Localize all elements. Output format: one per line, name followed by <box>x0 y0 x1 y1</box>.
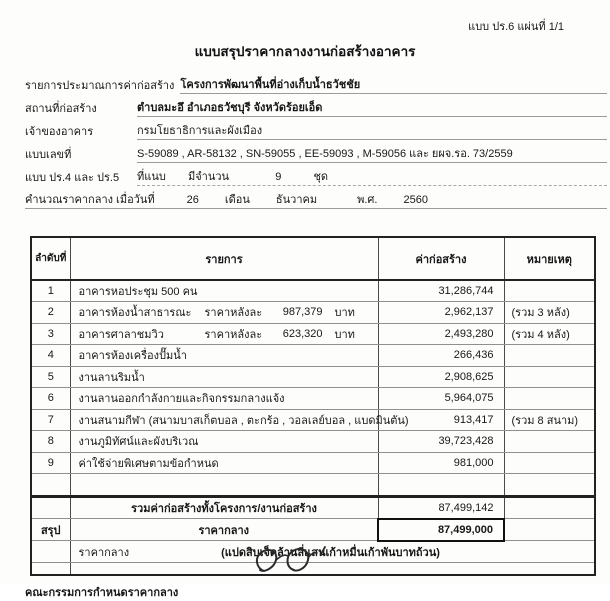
row-cost: 2,962,137 <box>378 302 504 324</box>
row-remark <box>504 431 595 453</box>
header-item: รายการ <box>70 237 378 280</box>
attachment-label: แบบ ปร.4 และ ปร.5 <box>25 172 120 184</box>
row-item: อาคารห้องเครื่องปั๊มน้ำ <box>78 350 187 363</box>
date-year: 2560 <box>403 194 428 206</box>
row-item: อาคารห้องน้ำสาธารณะ <box>78 307 192 320</box>
drawing-number-label: แบบเลขที่ <box>25 149 72 161</box>
location-label: สถานที่ก่อสร้าง <box>25 103 97 115</box>
row-remark <box>504 388 595 410</box>
row-remark: (รวม 8 สนาม) <box>504 409 595 431</box>
empty-row <box>31 474 595 497</box>
baht-word: บาท <box>334 328 355 341</box>
unit-price-value: 623,320 <box>282 327 323 340</box>
table-row <box>31 302 595 324</box>
location-value: ตำบลมะอึ อำเภอธวัชบุรี จังหวัดร้อยเอ็ด <box>137 101 607 117</box>
unit-price-label: ราคาหลังละ <box>204 307 263 320</box>
row-item: งานภูมิทัศน์และผังบริเวณ <box>78 436 199 449</box>
median-price-value: 87,499,000 <box>378 519 504 541</box>
unit-price-label: ราคาหลังละ <box>204 328 263 341</box>
row-item: งานสนามกีฬา (สนามบาสเก็ตบอล , ตะกร้อ , วอลเลย์บอล , แบดมินตัน) <box>78 414 409 427</box>
row-no: 3 <box>31 323 70 345</box>
attachment-value <box>137 170 607 186</box>
month-word: เดือน <box>224 194 250 206</box>
row-cost: 266,436 <box>378 345 504 367</box>
project-name: โครงการพัฒนาพื้นที่อ่างเก็บน้ำธวัชชัย <box>180 78 607 94</box>
info-row-date <box>25 186 607 209</box>
row-no: 2 <box>31 302 70 324</box>
median-price-label: ราคากลาง <box>70 519 378 541</box>
table-row <box>31 431 595 453</box>
era-word: พ.ศ. <box>357 194 378 206</box>
row-no: 1 <box>31 280 70 302</box>
row-no: 4 <box>31 345 70 367</box>
row-remark: (รวม 4 หลัง) <box>504 323 595 345</box>
header-remark: หมายเหตุ <box>504 237 595 280</box>
info-row-location <box>25 94 607 117</box>
row-remark <box>504 280 595 302</box>
row-item: อาคารหอประชุม 500 คน <box>78 286 198 298</box>
project-total-label: รวมค่าก่อสร้างทั้งโครงการ/งานก่อสร้าง <box>70 497 378 519</box>
row-no: 5 <box>31 366 70 388</box>
row-cost: 39,723,428 <box>378 431 504 453</box>
attachment-count: 9 <box>275 171 282 183</box>
table-row <box>31 366 595 388</box>
owner-value: กรมโยธาธิการและผังเมือง <box>137 124 607 140</box>
row-no: 9 <box>31 452 70 474</box>
drawing-number-value: S-59089 , AR-58132 , SN-59055 , EE-59093 , M-59056 และ ยผจ.รอ. 73/2559 <box>137 147 607 163</box>
header-no: ลำดับที่ <box>31 237 70 280</box>
row-no: 6 <box>31 388 70 410</box>
row-cost: 5,964,075 <box>378 388 504 410</box>
attachment-unit: ชุด <box>313 171 329 183</box>
row-item: อาคารศาลาชมวิว <box>78 328 164 341</box>
row-item: ค่าใช้จ่ายพิเศษตามข้อกำหนด <box>78 457 219 470</box>
count-word: มีจำนวน <box>187 171 230 183</box>
row-item: งานลานออกกำลังกายและกิจกรรมกลางแจ้ง <box>78 393 285 406</box>
row-cost: 2,493,280 <box>378 323 504 345</box>
estimate-label: รายการประมาณการค่าก่อสร้าง <box>25 80 175 92</box>
info-row-project <box>25 71 607 94</box>
cost-summary-table <box>30 236 596 576</box>
date-day: 26 <box>186 194 199 206</box>
row-remark: (รวม 3 หลัง) <box>504 302 595 324</box>
row-cost: 913,417 <box>378 409 504 431</box>
header-cost: ค่าก่อสร้าง <box>378 237 504 280</box>
row-cost: 981,000 <box>378 452 504 474</box>
table-row <box>31 323 595 345</box>
table-row <box>31 280 595 302</box>
row-no: 8 <box>31 431 70 453</box>
baht-word: บาท <box>334 307 355 320</box>
info-row-owner <box>25 117 607 140</box>
row-cost: 2,908,625 <box>378 366 504 388</box>
table-header-row <box>31 237 595 280</box>
info-row-attachment <box>25 163 607 186</box>
row-remark <box>504 345 595 367</box>
summary-word: สรุป <box>31 519 70 541</box>
row-item: งานลานริมน้ำ <box>78 371 145 384</box>
owner-label: เจ้าของอาคาร <box>25 126 94 138</box>
attach-word: ที่แนบ <box>137 171 166 183</box>
page-title: แบบสรุปราคากลางงานก่อสร้างอาคาร <box>194 44 416 59</box>
table-row <box>31 409 595 431</box>
committee-label: คณะกรรมการกำหนดราคากลาง <box>25 586 179 599</box>
project-total-value: 87,499,142 <box>378 497 504 519</box>
date-month: ธันวาคม <box>275 194 318 206</box>
row-remark <box>504 366 595 388</box>
table-row <box>31 388 595 410</box>
date-label: คำนวณราคากลาง เมื่อวันที่ <box>25 194 155 206</box>
handwritten-signature-icon <box>248 544 338 582</box>
row-remark <box>504 452 595 474</box>
info-section <box>25 71 607 209</box>
project-total-row <box>31 497 595 519</box>
price-in-words: (แปดสิบเจ็ดล้านสี่แสนเก้าหมื่นเก้าพันบาทถ้วน) <box>221 546 440 559</box>
info-row-drawing <box>25 140 607 163</box>
form-reference: แบบ ปร.6 แผ่นที่ 1/1 <box>468 21 564 33</box>
row-cost: 31,286,744 <box>378 280 504 302</box>
row-no: 7 <box>31 409 70 431</box>
price-words-label: ราคากลาง <box>78 546 130 559</box>
table-row <box>31 345 595 367</box>
median-price-row <box>31 519 595 541</box>
table-row <box>31 452 595 474</box>
unit-price-value: 987,379 <box>282 306 323 319</box>
